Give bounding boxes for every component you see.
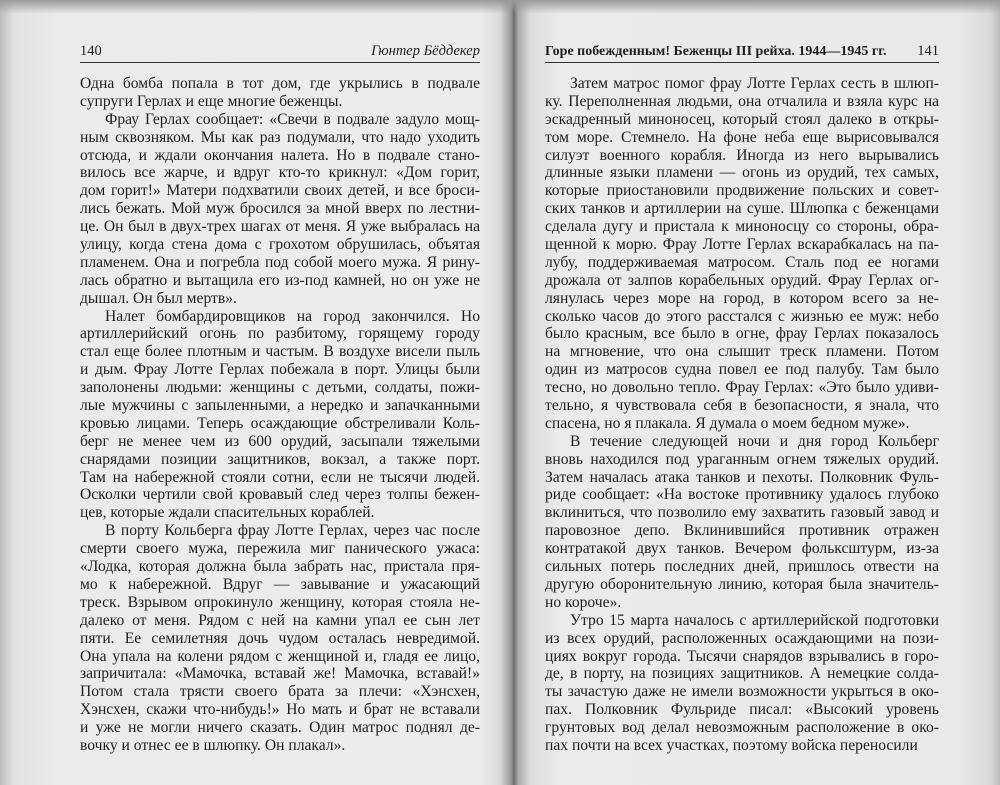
text-line: лась обратно и вытащила его из-под камней, но он уже не — [80, 271, 480, 289]
right-page-body — [545, 75, 939, 755]
text-line: спасена, но я плакала. Я думала о моем бедном муже». — [545, 414, 910, 432]
text-line: дом горит!» Матери подхватили своих детей, и все броси- — [80, 182, 480, 200]
paragraph — [80, 75, 480, 111]
text-line: де, в порту, на позициях защитников. А немецкие солда- — [545, 665, 939, 683]
text-line: сделала дугу и пристала к миноносцу со стороны, обра- — [545, 218, 939, 236]
text-line: вновь находился под ураганным огнем тяжелых орудий. — [545, 450, 939, 468]
text-line: Она упала на колени рядом с женщиной и, гладя ее лицо, — [80, 647, 480, 665]
text-line: стал еще более плотным и частым. В воздухе висели пыль — [80, 343, 480, 361]
text-line: щенной к морю. Фрау Лотте Герлах вскарабкалась на па- — [545, 236, 939, 254]
text-line: и дым. Фрау Лотте Герлах побежала в порт. Улицы были — [80, 361, 480, 379]
text-line: пламенем. Она и погребла под собой моего мужа. Я рину- — [80, 253, 480, 271]
text-line: В порту Кольберга фрау Лотте Герлах, через час после — [105, 522, 480, 540]
text-line: Фрау Герлах сообщает: «Свечи в подвале задуло мощ- — [105, 110, 480, 128]
text-line: це. Он был в двух-трех шагах от меня. Я уже выбралась на — [80, 218, 480, 236]
text-line: заполонены людьми: женщины с детьми, солдаты, пожи- — [80, 379, 480, 397]
text-line: Там на набережной стояли сотни, если не тысячи людей. — [80, 468, 480, 486]
right-page-header — [545, 42, 939, 63]
text-line: ку. Переполненная людьми, она отчалила и взяла курс на — [545, 92, 939, 110]
text-line: кровью лицами. Теперь осаждающие обстреливали Коль- — [80, 414, 480, 432]
text-line: дышал. Он был мертв». — [80, 289, 237, 307]
text-line: из всех орудий, расположенных осаждающими на пози- — [545, 629, 939, 647]
text-line: дрожала от залпов корабельных орудий. Фрау Герлах ог- — [545, 271, 939, 289]
text-line: «Лодка, которая должна была забрать нас, пристала пря- — [80, 558, 480, 576]
text-line: смерти своего мужа, пережила миг панического ужаса: — [80, 540, 480, 558]
left-page-header — [80, 42, 480, 63]
scan-shadow — [0, 0, 1000, 14]
paragraph — [545, 433, 939, 612]
text-line: на мгновение, что она слышит треск пламени. Потом — [545, 343, 939, 361]
left-page-body — [80, 75, 480, 755]
text-line: вилось все жарче, и вдруг кто-то крикнул: «Дом горит, — [80, 164, 480, 182]
text-line: улицу, когда стена дома с грохотом обрушилась, объятая — [80, 236, 480, 254]
text-line: но короче». — [545, 593, 622, 611]
text-line: Хэнсхен, скажи что-нибудь!» Но мать и брат не вставали — [80, 701, 480, 719]
text-line: ских танков и артиллерии на суше. Шлюпка с беженцами — [545, 200, 939, 218]
text-line: сильных потерь последних дней, пришлось отвести на — [545, 558, 939, 576]
text-line: тельно, я чувствовала себя в безопасности, я знала, что — [545, 397, 939, 415]
text-line: ты зачастую даже не имели возможности укрыться в око- — [545, 683, 939, 701]
paragraph — [80, 308, 480, 523]
text-line: артиллерийский огонь по разбитому, горящему городу — [80, 325, 480, 343]
text-line: Одна бомба попала в тот дом, где укрылись в подвале — [80, 75, 480, 92]
text-line: вклиниться, что позволило ему захватить газовый завод и — [545, 504, 939, 522]
text-line: Затем матрос помог фрау Лотте Герлах сесть в шлюп- — [570, 75, 939, 92]
paragraph — [545, 612, 939, 755]
text-line: запричитала: «Мамочка, вставай же! Мамочка, вставай!» — [80, 665, 480, 683]
text-line: ным сквозняком. Мы как раз подумали, что надо уходить — [80, 128, 480, 146]
text-line: отсюда, и ждали окончания налета. Но в подвале стано- — [80, 146, 480, 164]
page-number: 140 — [80, 43, 102, 59]
text-line: лубу, поддерживаемая матросом. Сталь под ее ногами — [545, 253, 939, 271]
text-line: которые приостановили продвижение польских и совет- — [545, 182, 939, 200]
text-line: другую оборонительную линию, которая была значитель- — [545, 575, 939, 593]
text-line: Осколки чертили свой кровавый след через толпы бежен- — [80, 486, 480, 504]
text-line: пяти. Ее семилетняя дочь чудом осталась невредимой. — [80, 629, 480, 647]
text-line: В течение следующей ночи и дня город Кольберг — [570, 432, 939, 450]
text-line: тесно, но довольно тепло. Фрау Герлах: «Это было удиви- — [545, 379, 939, 397]
text-line: Налет бомбардировщиков на город закончился. Но — [105, 307, 480, 325]
text-line: мо к набережной. Вдруг — завывание и ужасающий — [80, 575, 480, 593]
text-line: один из матросов судна повел ее под палубу. Там было — [545, 361, 939, 379]
text-line: цев, которые ждали спасительных кораблей. — [80, 504, 375, 522]
text-line: было красным, все было в огне, фрау Герлах показалось — [545, 325, 939, 343]
paragraph — [80, 522, 480, 755]
text-line: снарядами позиции защитников, вокзал, а также порт. — [80, 450, 480, 468]
text-line: контратакой двух танков. Вечером фольксштурм, из-за — [545, 540, 939, 558]
text-line: пах. Полковник Фульриде писал: «Высокий уровень — [545, 701, 939, 719]
text-line: длинные языки пламени — огонь из орудий, тех самых, — [545, 164, 939, 182]
text-line: лые мужчины с запыленными, а нередко и запачканными — [80, 397, 480, 415]
text-line: циях вокруг города. Тысячи снарядов взрывались в горо- — [545, 647, 939, 665]
paragraph — [80, 111, 480, 308]
text-line: пах почти на всех участках, поэтому войска переносили — [545, 736, 918, 754]
running-head-chapter: Горе побежденным! Беженцы III рейха. 1944—1945 гг. — [545, 44, 887, 59]
running-head-author: Гюнтер Бёддекер — [371, 43, 480, 59]
text-line: и уже не могли ничего сказать. Один матрос поднял де- — [80, 719, 480, 737]
paragraph — [545, 75, 939, 433]
text-line: эскадренный миноносец, который стоял далеко в откры- — [545, 110, 939, 128]
text-line: лись бежать. Мой муж бросился за мной вверх по лестни- — [80, 200, 480, 218]
text-line: далеко от меня. Рядом с ней на камни упал ее сын лет — [80, 611, 480, 629]
text-line: паровозное депо. Вклинившийся противник отражен — [545, 522, 939, 540]
text-line: риде сообщает: «На востоке противнику удалось глубоко — [545, 486, 939, 504]
text-line: грунтовых вод делал невозможным расположение в око- — [545, 719, 939, 737]
text-line: супруги Герлах и еще многие беженцы. — [80, 92, 343, 110]
text-line: лянулась через море на город, в котором всего за не- — [545, 289, 939, 307]
text-line: сколько часов до этого расстался с жизнью ее муж: небо — [545, 307, 939, 325]
text-line: Утро 15 марта началось с артиллерийской подготовки — [570, 611, 939, 629]
text-line: том море. Стемнело. На фоне неба еще вырисовывался — [545, 128, 939, 146]
text-line: вочку и отнес ее в шлюпку. Он плакал». — [80, 736, 346, 754]
text-line: Затем началась атака танков и пехоты. Полковник Фуль- — [545, 468, 939, 486]
text-line: берг не менее чем из 600 орудий, засыпали тяжелыми — [80, 432, 480, 450]
page-number: 141 — [917, 43, 939, 59]
text-line: силуэт военного корабля. Иногда из него вырывались — [545, 146, 939, 164]
text-line: треск. Взрывом опрокинуло женщину, которая стояла не- — [80, 593, 480, 611]
text-line: Потом стала трясти своего брата за плечи: «Хэнсхен, — [80, 683, 480, 701]
